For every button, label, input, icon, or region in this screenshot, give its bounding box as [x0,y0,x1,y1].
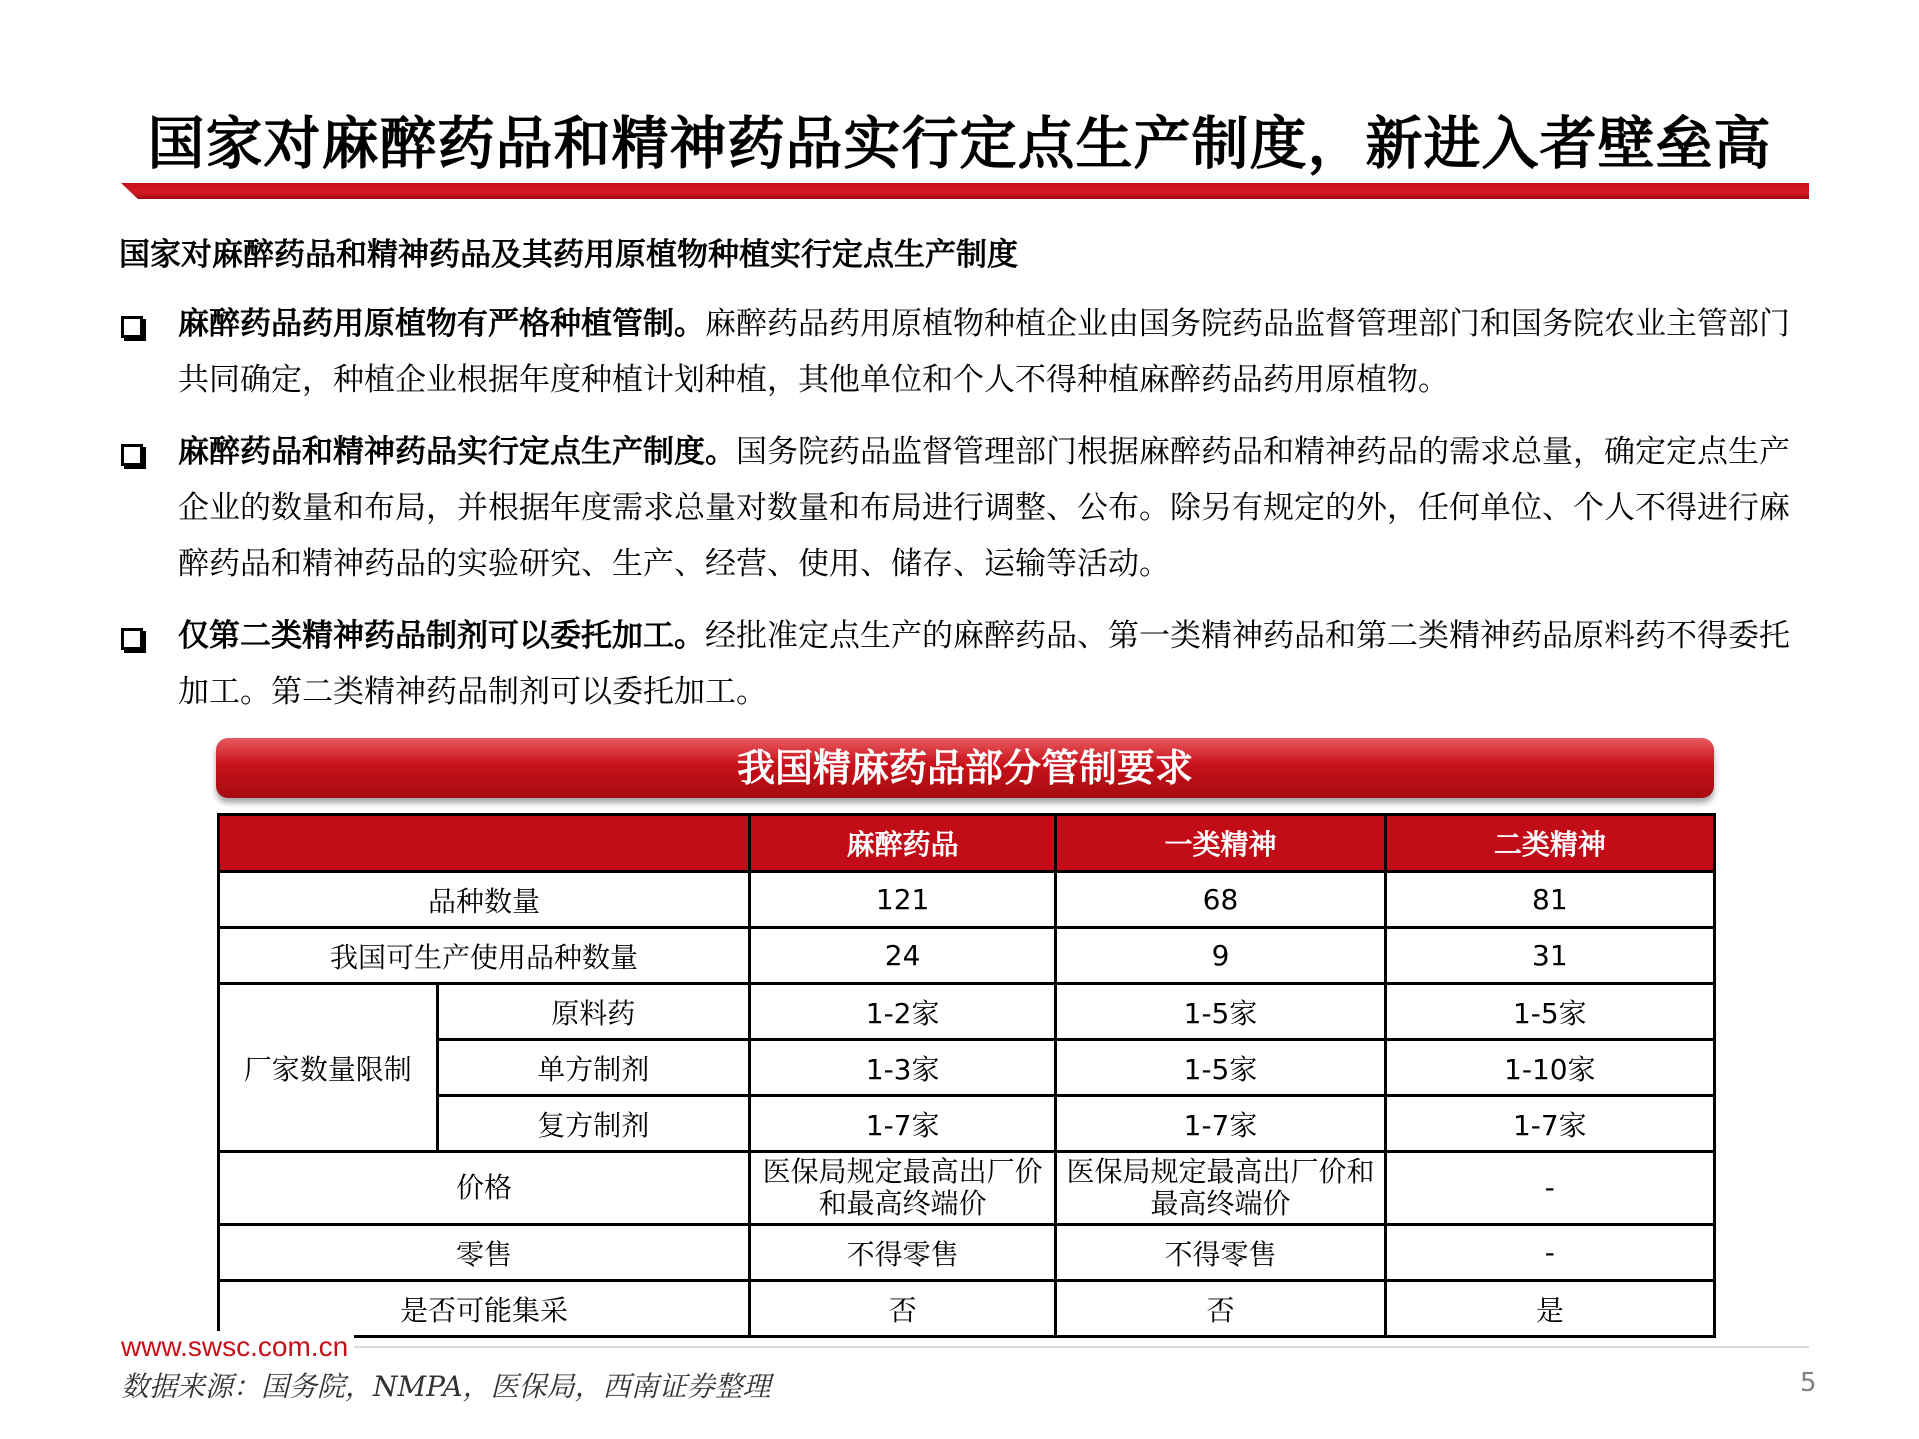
table-cell: 81 [1385,872,1714,928]
table-cell: - [1385,1152,1714,1225]
bullet-text: 麻醉药品药用原植物种植企业由国务院药品监督管理部门和国务院农业主管部门共同确定，种植企业根据年度种植计划种植，其他单位和个人不得种植麻醉药品药用原植物。 [178,306,1790,398]
table-row [219,1152,1715,1225]
header-cell: 一类精神 [1056,815,1385,872]
regulation-table [217,813,1716,1338]
row-sublabel: 复方制剂 [437,1096,749,1152]
page-number: 5 [1800,1368,1817,1398]
bullet-item [119,608,1819,720]
row-label: 我国可生产使用品种数量 [219,928,750,984]
table-cell: 68 [1056,872,1385,928]
row-sublabel: 原料药 [437,984,749,1040]
table-cell: 1-7家 [1056,1096,1385,1152]
table-cell: 9 [1056,928,1385,984]
row-label: 是否可能集采 [219,1281,750,1337]
row-group-label: 厂家数量限制 [219,984,438,1152]
table-cell: 1-5家 [1385,984,1714,1040]
table-cell: 24 [749,928,1055,984]
bullet-bold-lead: 仅第二类精神药品制剂可以委托加工。 [178,618,705,654]
table-row [219,872,1715,928]
bullet-item [119,296,1819,408]
table-row [219,1096,1715,1152]
table-cell: 否 [1056,1281,1385,1337]
header-cell: 麻醉药品 [749,815,1055,872]
bullet-bold-lead: 麻醉药品药用原植物有严格种植管制。 [178,306,705,342]
table-cell: 31 [1385,928,1714,984]
table-cell: 1-2家 [749,984,1055,1040]
table-cell: 不得零售 [1056,1225,1385,1281]
table-cell: 是 [1385,1281,1714,1337]
table-cell: 不得零售 [749,1225,1055,1281]
table-row [219,1281,1715,1337]
bullet-item [119,424,1819,592]
row-label: 品种数量 [219,872,750,928]
table-cell: - [1385,1225,1714,1281]
table-header-row [219,815,1715,872]
bullet-list [119,296,1819,736]
checkbox-bullet-icon [121,444,143,466]
table-row [219,928,1715,984]
table-title-banner: 我国精麻药品部分管制要求 [216,738,1714,798]
table-row [219,1225,1715,1281]
table-row [219,984,1715,1040]
page-title: 国家对麻醉药品和精神药品实行定点生产制度，新进入者壁垒高 [147,111,1772,177]
table-cell: 1-10家 [1385,1040,1714,1096]
table-cell: 1-3家 [749,1040,1055,1096]
title-divider [121,183,1809,199]
company-website-logo: www.swsc.com.cn [121,1331,354,1363]
section-subheading: 国家对麻醉药品和精神药品及其药用原植物种植实行定点生产制度 [119,237,1018,273]
table-row [219,1040,1715,1096]
checkbox-bullet-icon [121,316,143,338]
table-cell: 1-5家 [1056,984,1385,1040]
data-source-note: 数据来源：国务院，NMPA，医保局，西南证券整理 [121,1370,771,1403]
bullet-bold-lead: 麻醉药品和精神药品实行定点生产制度。 [178,434,736,470]
table-cell: 1-7家 [1385,1096,1714,1152]
bullet-text: 经批准定点生产的麻醉药品、第一类精神药品和第二类精神药品原料药不得委托加工。第二类精神药品制剂可以委托加工。 [178,618,1790,710]
header-cell: 二类精神 [1385,815,1714,872]
bullet-text: 国务院药品监督管理部门根据麻醉药品和精神药品的需求总量，确定定点生产企业的数量和布局，并根据年度需求总量对数量和布局进行调整、公布。除另有规定的外，任何单位、个人不得进行麻醉药品和精神药品的实验研究、生产、经营、使用、储存、运输等活动。 [178,434,1790,582]
row-label: 零售 [219,1225,750,1281]
checkbox-bullet-icon [121,628,143,650]
row-sublabel: 单方制剂 [437,1040,749,1096]
row-label: 价格 [219,1152,750,1225]
table-cell: 医保局规定最高出厂价和最高终端价 [749,1152,1055,1225]
table-cell: 1-7家 [749,1096,1055,1152]
header-blank-cell [219,815,750,872]
table-cell: 医保局规定最高出厂价和最高终端价 [1056,1152,1385,1225]
table-cell: 121 [749,872,1055,928]
table-cell: 否 [749,1281,1055,1337]
footer-divider [121,1346,1809,1348]
table-cell: 1-5家 [1056,1040,1385,1096]
